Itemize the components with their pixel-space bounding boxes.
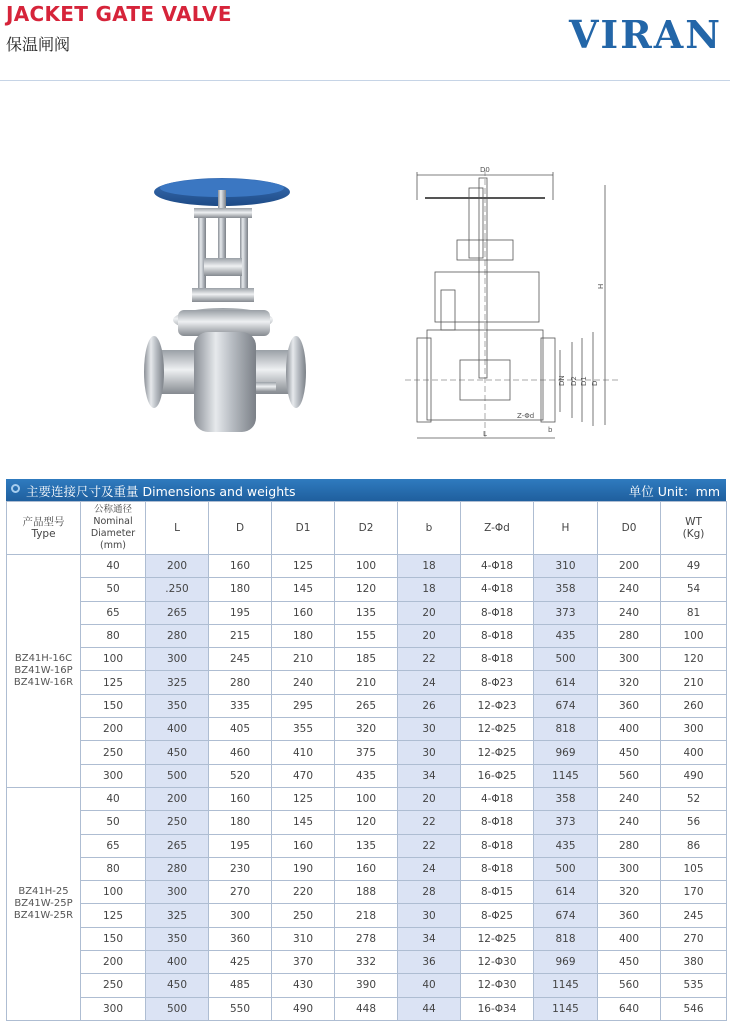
table-row [7, 624, 727, 647]
table-cell: 150 [81, 694, 146, 717]
table-row [7, 671, 727, 694]
table-cell: 320 [598, 671, 661, 694]
table-cell: 969 [534, 741, 598, 764]
table-cell: 300 [146, 648, 209, 671]
table-cell: 135 [335, 601, 398, 624]
table-row [7, 764, 727, 787]
table-cell: 180 [209, 578, 272, 601]
table-cell: 490 [272, 997, 335, 1020]
table-cell: 250 [81, 741, 146, 764]
table-cell: 490 [661, 764, 727, 787]
table-cell: 818 [534, 718, 598, 741]
table-cell: 300 [81, 997, 146, 1020]
table-cell: 18 [398, 578, 461, 601]
table-cell: 195 [209, 601, 272, 624]
table-cell: 20 [398, 624, 461, 647]
table-cell: 265 [335, 694, 398, 717]
col-header-h: H [534, 502, 598, 555]
table-row [7, 601, 727, 624]
table-row [7, 648, 727, 671]
table-cell: 380 [661, 951, 727, 974]
table-cell: 86 [661, 834, 727, 857]
table-cell: 8-Φ18 [461, 648, 534, 671]
table-cell: 120 [661, 648, 727, 671]
table-cell: 12-Φ30 [461, 951, 534, 974]
table-cell: 310 [272, 927, 335, 950]
table-row [7, 857, 727, 880]
table-cell: 350 [146, 694, 209, 717]
dim-label-b: b [548, 426, 553, 434]
table-cell: 240 [598, 787, 661, 810]
table-cell: 8-Φ18 [461, 811, 534, 834]
table-cell: 4-Φ18 [461, 578, 534, 601]
table-cell: 245 [209, 648, 272, 671]
dim-label-h: H [597, 283, 605, 289]
table-cell: 360 [598, 904, 661, 927]
table-cell: 218 [335, 904, 398, 927]
table-cell: 295 [272, 694, 335, 717]
table-cell: 250 [272, 904, 335, 927]
table-cell: 450 [598, 741, 661, 764]
table-cell: 40 [81, 555, 146, 578]
table-row [7, 694, 727, 717]
dim-label-d0: D0 [480, 166, 490, 174]
table-cell: 400 [146, 718, 209, 741]
table-cell: 195 [209, 834, 272, 857]
table-cell: 470 [272, 764, 335, 787]
table-cell: 400 [598, 718, 661, 741]
table-cell: 400 [661, 741, 727, 764]
col-header-b: b [398, 502, 461, 555]
type-cell [7, 555, 81, 788]
table-cell: 280 [209, 671, 272, 694]
table-cell: 18 [398, 555, 461, 578]
col-header-d0: D0 [598, 502, 661, 555]
table-cell: 22 [398, 811, 461, 834]
table-cell: 818 [534, 927, 598, 950]
table-cell: 12-Φ25 [461, 741, 534, 764]
table-cell: 170 [661, 881, 727, 904]
table-cell: 185 [335, 648, 398, 671]
table-row [7, 974, 727, 997]
table-cell: 8-Φ18 [461, 834, 534, 857]
table-row [7, 904, 727, 927]
table-cell: 300 [81, 764, 146, 787]
table-row [7, 555, 727, 578]
dimensions-table [6, 501, 727, 1021]
table-cell: 360 [209, 927, 272, 950]
table-cell: 28 [398, 881, 461, 904]
brand-logo: VIRAN [568, 12, 722, 57]
table-cell: 210 [335, 671, 398, 694]
table-cell: 969 [534, 951, 598, 974]
table-cell: 546 [661, 997, 727, 1020]
table-cell: 50 [81, 578, 146, 601]
table-cell: 325 [146, 671, 209, 694]
table-cell: 8-Φ15 [461, 881, 534, 904]
table-cell: 240 [598, 578, 661, 601]
spec-section-header [6, 479, 726, 501]
table-cell: 20 [398, 601, 461, 624]
table-cell: 125 [81, 671, 146, 694]
table-cell: 120 [335, 578, 398, 601]
table-cell: 350 [146, 927, 209, 950]
table-cell: 100 [335, 555, 398, 578]
table-cell: 1145 [534, 764, 598, 787]
table-cell: 435 [534, 834, 598, 857]
table-cell: 370 [272, 951, 335, 974]
table-cell: 40 [81, 787, 146, 810]
product-title-cn: 保温闸阀 [6, 35, 71, 54]
table-cell: 300 [146, 881, 209, 904]
table-cell: 26 [398, 694, 461, 717]
table-cell: 22 [398, 648, 461, 671]
table-cell: 375 [335, 741, 398, 764]
table-row [7, 811, 727, 834]
table-row [7, 741, 727, 764]
type-cell [7, 787, 81, 1020]
table-cell: 332 [335, 951, 398, 974]
table-cell: 280 [146, 624, 209, 647]
spec-title: 主要连接尺寸及重量 Dimensions and weights [26, 484, 296, 499]
table-cell: 358 [534, 787, 598, 810]
table-cell: 65 [81, 834, 146, 857]
table-cell: 44 [398, 997, 461, 1020]
type-line: BZ41W-25P [14, 897, 73, 909]
table-cell: 150 [81, 927, 146, 950]
table-cell: 674 [534, 904, 598, 927]
table-cell: 250 [81, 974, 146, 997]
table-cell: 278 [335, 927, 398, 950]
table-cell: 200 [81, 718, 146, 741]
table-cell: 49 [661, 555, 727, 578]
table-cell: 410 [272, 741, 335, 764]
dim-label-d1: D1 [580, 376, 588, 386]
table-cell: .250 [146, 578, 209, 601]
table-cell: 50 [81, 811, 146, 834]
table-cell: 373 [534, 811, 598, 834]
table-cell: 160 [209, 787, 272, 810]
valve-photo [130, 170, 320, 450]
table-cell: 24 [398, 671, 461, 694]
table-cell: 12-Φ25 [461, 927, 534, 950]
table-cell: 8-Φ25 [461, 904, 534, 927]
table-cell: 215 [209, 624, 272, 647]
dim-label-d2: D2 [570, 376, 578, 386]
table-cell: 358 [534, 578, 598, 601]
table-cell: 280 [598, 624, 661, 647]
table-row [7, 927, 727, 950]
table-cell: 220 [272, 881, 335, 904]
table-cell: 430 [272, 974, 335, 997]
table-cell: 160 [335, 857, 398, 880]
table-cell: 200 [146, 787, 209, 810]
table-cell: 560 [598, 974, 661, 997]
table-cell: 125 [272, 787, 335, 810]
table-cell: 52 [661, 787, 727, 810]
table-cell: 355 [272, 718, 335, 741]
table-row [7, 718, 727, 741]
table-cell: 300 [598, 857, 661, 880]
table-cell: 500 [534, 648, 598, 671]
table-cell: 30 [398, 741, 461, 764]
table-cell: 40 [398, 974, 461, 997]
table-cell: 325 [146, 904, 209, 927]
col-header-zd: Z-Φd [461, 502, 534, 555]
table-cell: 400 [598, 927, 661, 950]
table-cell: 500 [534, 857, 598, 880]
table-cell: 34 [398, 764, 461, 787]
table-cell: 145 [272, 578, 335, 601]
table-cell: 200 [81, 951, 146, 974]
table-cell: 245 [661, 904, 727, 927]
table-cell: 240 [598, 811, 661, 834]
table-cell: 520 [209, 764, 272, 787]
table-row [7, 881, 727, 904]
col-header-d2: D2 [335, 502, 398, 555]
table-cell: 22 [398, 834, 461, 857]
table-cell: 450 [146, 741, 209, 764]
table-cell: 54 [661, 578, 727, 601]
table-cell: 80 [81, 857, 146, 880]
table-row [7, 997, 727, 1020]
page-header [0, 0, 730, 80]
table-cell: 180 [209, 811, 272, 834]
table-cell: 12-Φ23 [461, 694, 534, 717]
table-cell: 145 [272, 811, 335, 834]
table-cell: 614 [534, 671, 598, 694]
table-cell: 100 [335, 787, 398, 810]
table-cell: 100 [81, 648, 146, 671]
table-cell: 280 [146, 857, 209, 880]
table-cell: 20 [398, 787, 461, 810]
table-cell: 12-Φ25 [461, 718, 534, 741]
table-cell: 550 [209, 997, 272, 1020]
table-cell: 100 [661, 624, 727, 647]
col-header-l: L [146, 502, 209, 555]
table-header-row [7, 502, 727, 555]
table-cell: 56 [661, 811, 727, 834]
table-cell: 425 [209, 951, 272, 974]
table-cell: 80 [81, 624, 146, 647]
col-header-wt: WT (Kg) [661, 502, 727, 555]
table-cell: 560 [598, 764, 661, 787]
type-line: BZ41W-16R [13, 676, 74, 688]
type-line: BZ41H-25 [18, 885, 69, 897]
dim-label-z: Z-Φd [517, 412, 535, 420]
table-cell: 360 [598, 694, 661, 717]
table-cell: 320 [335, 718, 398, 741]
table-cell: 674 [534, 694, 598, 717]
table-cell: 250 [146, 811, 209, 834]
valve-technical-drawing [405, 160, 620, 445]
table-cell: 160 [272, 601, 335, 624]
table-cell: 16-Φ34 [461, 997, 534, 1020]
bullet-icon [11, 484, 20, 493]
table-cell: 265 [146, 601, 209, 624]
table-cell: 105 [661, 857, 727, 880]
table-row [7, 578, 727, 601]
table-cell: 390 [335, 974, 398, 997]
table-row [7, 951, 727, 974]
col-header-type: 产品型号 Type [7, 502, 81, 555]
table-cell: 230 [209, 857, 272, 880]
dim-label-d: D [591, 380, 599, 386]
table-cell: 125 [81, 904, 146, 927]
header-divider [0, 80, 730, 81]
table-cell: 200 [598, 555, 661, 578]
table-cell: 135 [335, 834, 398, 857]
table-cell: 280 [598, 834, 661, 857]
type-line: BZ41W-25R [13, 909, 74, 921]
table-cell: 450 [598, 951, 661, 974]
col-header-dn: 公称通径 Nominal Diameter (mm) [81, 502, 146, 555]
table-cell: 640 [598, 997, 661, 1020]
table-cell: 8-Φ23 [461, 671, 534, 694]
table-cell: 265 [146, 834, 209, 857]
table-cell: 485 [209, 974, 272, 997]
table-cell: 405 [209, 718, 272, 741]
table-cell: 34 [398, 927, 461, 950]
table-cell: 240 [598, 601, 661, 624]
table-cell: 500 [146, 997, 209, 1020]
table-cell: 310 [534, 555, 598, 578]
dim-label-l: L [483, 430, 487, 438]
table-cell: 500 [146, 764, 209, 787]
table-cell: 180 [272, 624, 335, 647]
col-header-d1: D1 [272, 502, 335, 555]
table-cell: 30 [398, 904, 461, 927]
table-cell: 16-Φ25 [461, 764, 534, 787]
type-line: BZ41H-16C [14, 652, 73, 664]
table-cell: 120 [335, 811, 398, 834]
table-cell: 1145 [534, 974, 598, 997]
table-cell: 4-Φ18 [461, 787, 534, 810]
table-cell: 448 [335, 997, 398, 1020]
table-cell: 270 [661, 927, 727, 950]
table-cell: 8-Φ18 [461, 857, 534, 880]
table-cell: 160 [209, 555, 272, 578]
table-cell: 4-Φ18 [461, 555, 534, 578]
table-cell: 160 [272, 834, 335, 857]
table-row [7, 787, 727, 810]
table-cell: 30 [398, 718, 461, 741]
table-cell: 435 [335, 764, 398, 787]
table-cell: 155 [335, 624, 398, 647]
table-cell: 12-Φ30 [461, 974, 534, 997]
table-cell: 100 [81, 881, 146, 904]
table-cell: 81 [661, 601, 727, 624]
table-cell: 260 [661, 694, 727, 717]
table-cell: 535 [661, 974, 727, 997]
table-cell: 125 [272, 555, 335, 578]
table-cell: 300 [598, 648, 661, 671]
table-cell: 188 [335, 881, 398, 904]
table-cell: 320 [598, 881, 661, 904]
table-cell: 450 [146, 974, 209, 997]
table-cell: 8-Φ18 [461, 624, 534, 647]
table-cell: 373 [534, 601, 598, 624]
table-cell: 36 [398, 951, 461, 974]
table-cell: 1145 [534, 997, 598, 1020]
table-cell: 614 [534, 881, 598, 904]
table-cell: 8-Φ18 [461, 601, 534, 624]
table-cell: 210 [661, 671, 727, 694]
table-cell: 300 [661, 718, 727, 741]
type-line: BZ41W-16P [14, 664, 73, 676]
product-title-en: JACKET GATE VALVE [6, 2, 232, 26]
table-cell: 435 [534, 624, 598, 647]
col-header-d: D [209, 502, 272, 555]
table-cell: 460 [209, 741, 272, 764]
unit-label: 单位 Unit：mm [628, 484, 720, 499]
table-cell: 200 [146, 555, 209, 578]
table-row [7, 834, 727, 857]
table-cell: 335 [209, 694, 272, 717]
table-cell: 240 [272, 671, 335, 694]
dim-label-dn: DN [558, 375, 566, 386]
table-cell: 210 [272, 648, 335, 671]
table-cell: 65 [81, 601, 146, 624]
table-cell: 190 [272, 857, 335, 880]
table-cell: 400 [146, 951, 209, 974]
table-cell: 24 [398, 857, 461, 880]
table-cell: 270 [209, 881, 272, 904]
table-cell: 300 [209, 904, 272, 927]
